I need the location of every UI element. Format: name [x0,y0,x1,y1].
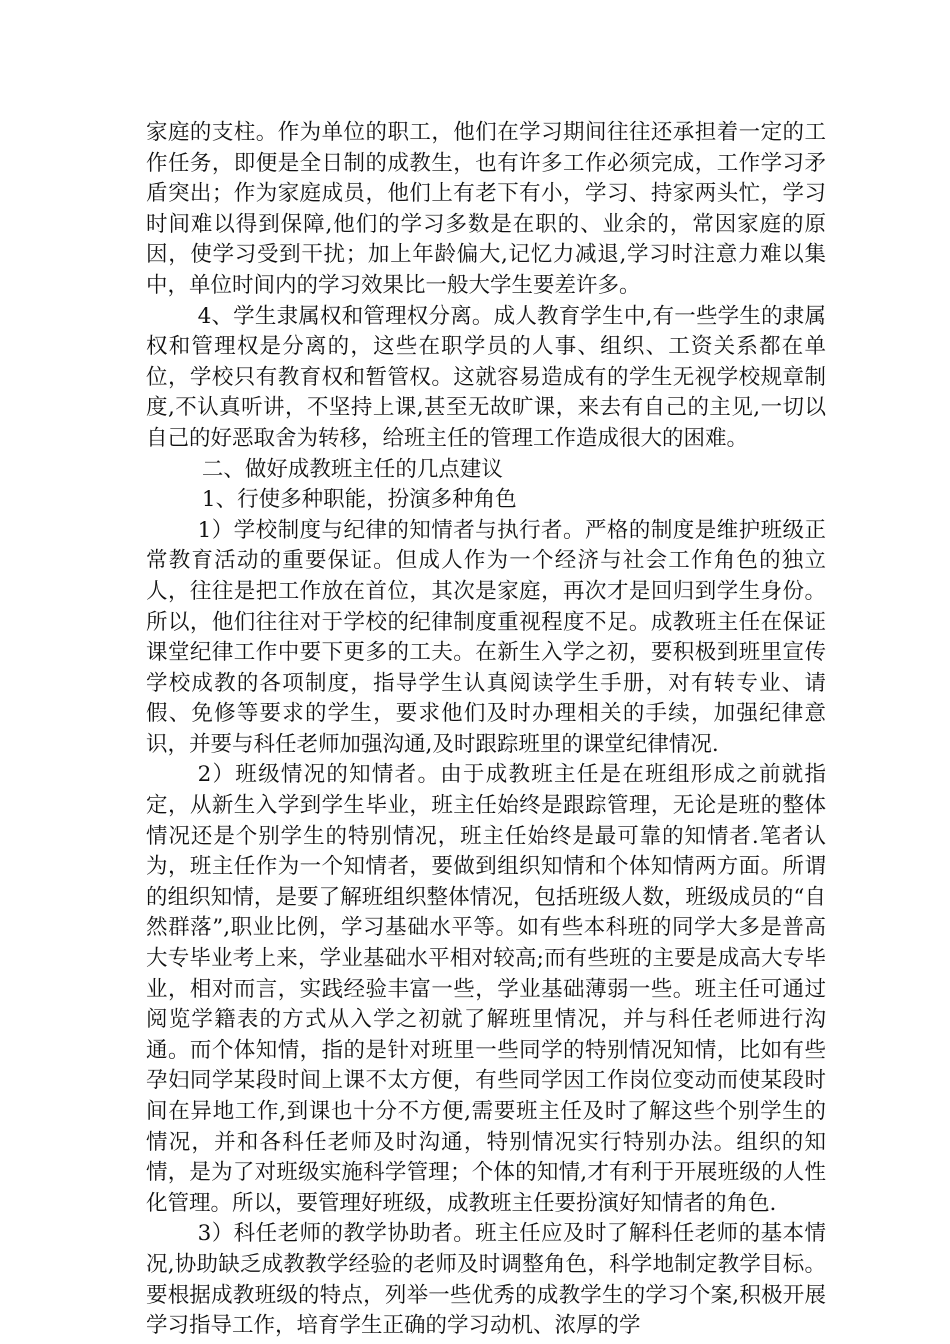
paragraph-point-3: 3）科任老师的教学协助者。班主任应及时了解科任老师的基本情况,协助缺乏成教教学经验的老师及时调整角色，科学地制定教学目标。要根据成教班级的特点，列举一些优秀的成教学生的学习个案,积极开展学习指导工作，培育学生正确的学习动机、浓厚的学 [146,1221,826,1339]
paragraph-item-4: 4、学生隶属权和管理权分离。成人教育学生中,有一些学生的隶属权和管理权是分离的，这些在职学员的人事、组织、工资关系都在单位，学校只有教育权和暂管权。这就容易造成有的学生无视学校规章制度,不认真听讲，不坚持上课,甚至无故旷课，来去有自己的主见,一切以自己的好恶取舍为转移，给班主任的管理工作造成很大的困难。 [146,303,826,451]
paragraph-continuation: 家庭的支柱。作为单位的职工，他们在学习期间往往还承担着一定的工作任务，即便是全日制的成教生，也有许多工作必须完成，工作学习矛盾突出；作为家庭成员，他们上有老下有小，学习、持家两头忙，学习时间难以得到保障,他们的学习多数是在职的、业余的，常因家庭的原因，使学习受到干扰；加上年龄偏大,记忆力减退,学习时注意力难以集中，单位时间内的学习效果比一般大学生要差许多。 [146,120,826,298]
paragraph-point-1: 1）学校制度与纪律的知情者与执行者。严格的制度是维护班级正常教育活动的重要保证。但成人作为一个经济与社会工作角色的独立人，往往是把工作放在首位，其次是家庭，再次才是回归到学生身份。所以，他们往往对于学校的纪律制度重视程度不足。成教班主任在保证课堂纪律工作中要下更多的工夫。在新生入学之初，要积极到班里宣传学校成教的各项制度，指导学生认真阅读学生手册，对有转专业、请假、免修等要求的学生，要求他们及时办理相关的手续，加强纪律意识，并要与科任老师加强沟通,及时跟踪班里的课堂纪律情况. [146,517,826,757]
paragraph-point-2: 2）班级情况的知情者。由于成教班主任是在班组形成之前就指定，从新生入学到学生毕业，班主任始终是跟踪管理，无论是班的整体情况还是个别学生的特别情况，班主任始终是最可靠的知情者.笔者认为，班主任作为一个知情者，要做到组织知情和个体知情两方面。所谓的组织知情，是要了解班组织整体情况，包括班级人数，班级成员的“自然群落”,职业比例，学习基础水平等。如有些本科班的同学大多是普高大专毕业考上来，学业基础水平相对较高;而有些班的主要是成高大专毕业，相对而言，实践经验丰富一些，学业基础薄弱一些。班主任可通过阅览学籍表的方式从入学之初就了解班里情况，并与科任老师进行沟通。而个体知情，指的是针对班里一些同学的特别情况知情，比如有些孕妇同学某段时间上课不太方便，有些同学因工作岗位变动而使某段时间在异地工作,到课也十分不方便,需要班主任及时了解这些个别学生的情况，并和各科任老师及时沟通，特别情况实行特别办法。组织的知情，是为了对班级实施科学管理；个体的知情,才有利于开展班级的人性化管理。所以，要管理好班级，成教班主任要扮演好知情者的角色. [146,762,826,1216]
section-heading: 二、做好成教班主任的几点建议 [201,456,503,482]
document-page [146,118,826,1342]
subsection-heading: 1、行使多种职能，扮演多种角色 [201,487,517,513]
